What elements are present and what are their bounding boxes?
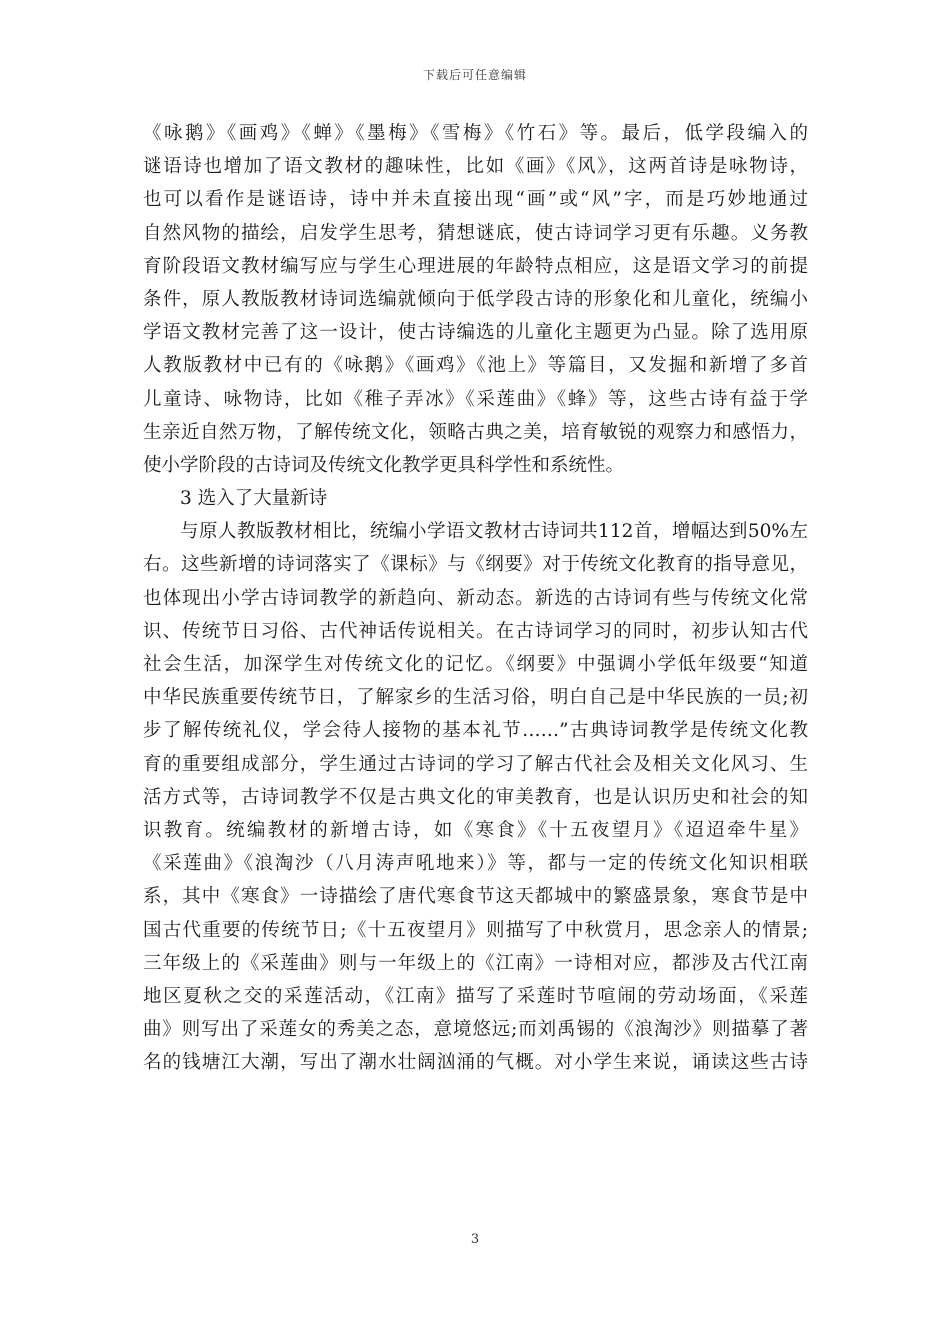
text-line: 活方式等，古诗词教学不仅是古典文化的审美教育，也是认识历史和社会的知 <box>143 786 808 808</box>
text-line: 《咏鹅》《画鸡》《蝉》《墨梅》《雪梅》《竹石》等。最后，低学段编入的 <box>143 123 808 144</box>
text-line: 名的钱塘江大潮，写出了潮水壮阔汹涌的气概。对小学生来说，诵读这些古诗 <box>143 1052 808 1074</box>
text-line: 也可以看作是谜语诗，诗中并未直接出现“画”或“风”字，而是巧妙地通过 <box>143 189 808 211</box>
text-line: 识、传统节日习俗、古代神话传说相关。在古诗词学习的同时，初步认知古代 <box>143 620 808 642</box>
text-line: 《采莲曲》《浪淘沙（八月涛声吼地来）》等，都与一定的传统文化知识相联 <box>143 853 808 875</box>
text-line: 三年级上的《采莲曲》则与一年级上的《江南》一诗相对应，都涉及古代江南 <box>143 952 808 974</box>
text-line: 地区夏秋之交的采莲活动，《江南》描写了采莲时节喧闹的劳动场面，《采莲 <box>143 985 808 1007</box>
text-line: 自然风物的描绘，启发学生思考，猜想谜底，使古诗词学习更有乐趣。义务教 <box>143 222 808 244</box>
text-line: 社会生活，加深学生对传统文化的记忆。《纲要》中强调小学低年级要“知道 <box>143 654 808 675</box>
text-line: 右。这些新增的诗词落实了《课标》与《纲要》对于传统文化教育的指导意见， <box>143 554 808 576</box>
text-line: 育阶段语文教材编写应与学生心理进展的年龄特点相应，这是语文学习的前提 <box>143 255 808 277</box>
text-line: 与原人教版教材相比，统编小学语文教材古诗词共112首，增幅达到50%左 <box>180 521 808 543</box>
text-line: 学语文教材完善了这一设计，使古诗编选的儿童化主题更为凸显。除了选用原 <box>143 322 808 344</box>
text-line: 生亲近自然万物，了解传统文化，领略古典之美，培育敏锐的观察力和感悟力， <box>143 421 808 443</box>
text-line: 识教育。统编教材的新增古诗，如《寒食》《十五夜望月》《迢迢牵牛星》 <box>143 819 808 841</box>
page-number: 3 <box>470 1232 480 1247</box>
text-line: 使小学阶段的古诗词及传统文化教学更具科学性和系统性。 <box>143 454 625 476</box>
text-line: 国古代重要的传统节日;《十五夜望月》则描写了中秋赏月，思念亲人的情景; <box>143 919 808 941</box>
body-text <box>143 117 808 1079</box>
text-line: 育的重要组成部分，学生通过古诗词的学习了解古代社会及相关文化风习、生 <box>143 753 808 775</box>
page-header: 下载后可任意编辑 <box>422 68 527 82</box>
text-line: 步了解传统礼仪，学会待人接物的基本礼节……”古典诗词教学是传统文化教 <box>143 720 808 742</box>
text-line: 儿童诗、咏物诗，比如《稚子弄冰》《采莲曲》《蜂》等，这些古诗有益于学 <box>143 388 808 410</box>
text-line: 也体现出小学古诗词教学的新趋向、新动态。新选的古诗词有些与传统文化常 <box>143 587 808 609</box>
text-line: 中华民族重要传统节日，了解家乡的生活习俗，明白自己是中华民族的一员;初 <box>143 687 808 709</box>
text-line: 系，其中《寒食》一诗描绘了唐代寒食节这天都城中的繁盛景象，寒食节是中 <box>143 886 808 908</box>
text-line: 条件，原人教版教材诗词选编就倾向于低学段古诗的形象化和儿童化，统编小 <box>143 288 808 310</box>
section-heading: 3 选入了大量新诗 <box>180 488 328 510</box>
text-line: 曲》则写出了采莲女的秀美之态，意境悠远;而刘禹锡的《浪淘沙》则描摹了著 <box>143 1019 808 1041</box>
text-line: 人教版教材中已有的《咏鹅》《画鸡》《池上》等篇目，又发掘和新增了多首 <box>143 355 808 377</box>
text-line: 谜语诗也增加了语文教材的趣味性，比如《画》《风》，这两首诗是咏物诗， <box>143 156 808 178</box>
